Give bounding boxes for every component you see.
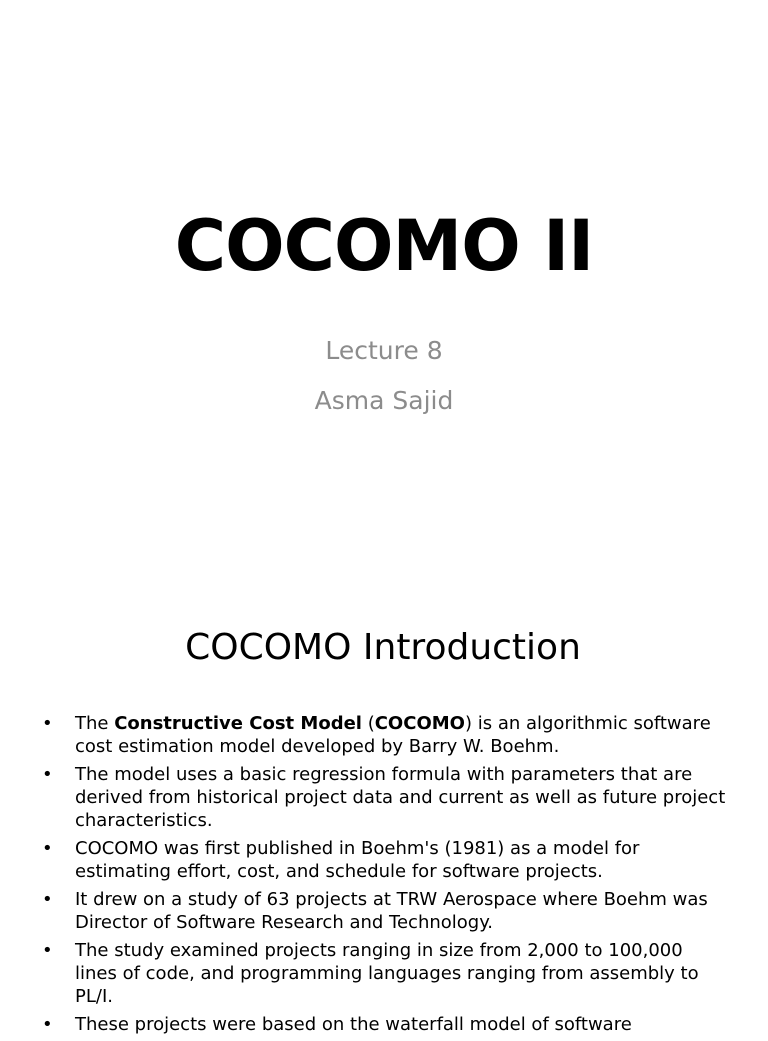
bullet-text: The xyxy=(75,713,115,734)
bullet-item xyxy=(40,837,730,883)
bullet-item xyxy=(40,939,730,1008)
bullet-marker: • xyxy=(42,940,53,961)
bullet-marker: • xyxy=(42,713,53,734)
bullet-text: The study examined projects ranging in size from 2,000 to 100,000 lines of code, and programming languages ranging from assembly to PL/I. xyxy=(75,940,699,1007)
bullet-text: ) is an algorithmic software cost estimation model developed by Barry W. Boehm. xyxy=(75,713,711,757)
bullet-marker: • xyxy=(42,889,53,910)
bullet-text: ( xyxy=(361,713,375,734)
bullet-text: The model uses a basic regression formula with parameters that are derived from historical project data and current as well as future project characteristics. xyxy=(75,764,726,831)
bullet-item xyxy=(40,888,730,934)
bullet-list xyxy=(40,712,730,1041)
bullet-item xyxy=(40,1013,730,1036)
lecture-number: Lecture 8 xyxy=(325,336,443,365)
bullet-bold-text: COCOMO xyxy=(374,713,465,734)
bullet-text: It drew on a study of 63 projects at TRW Aerospace where Boehm was Director of Software Research and Technology. xyxy=(75,889,708,933)
bullet-item xyxy=(40,763,730,832)
slide-title: COCOMO II xyxy=(174,205,594,287)
slide-heading: COCOMO Introduction xyxy=(185,627,581,668)
introduction-slide xyxy=(0,576,768,1035)
bullet-text: COCOMO was first published in Boehm's (1981) as a model for estimating effort, cost, and schedule for software projects. xyxy=(75,838,640,882)
bullet-bold-text: Constructive Cost Model xyxy=(114,713,362,734)
bullet-marker: • xyxy=(42,838,53,859)
bullet-marker: • xyxy=(42,764,53,785)
author-name: Asma Sajid xyxy=(314,386,454,415)
bullet-item xyxy=(40,712,730,758)
bullet-marker: • xyxy=(42,1014,53,1035)
bullet-text: These projects were based on the waterfall model of software xyxy=(75,1014,632,1035)
